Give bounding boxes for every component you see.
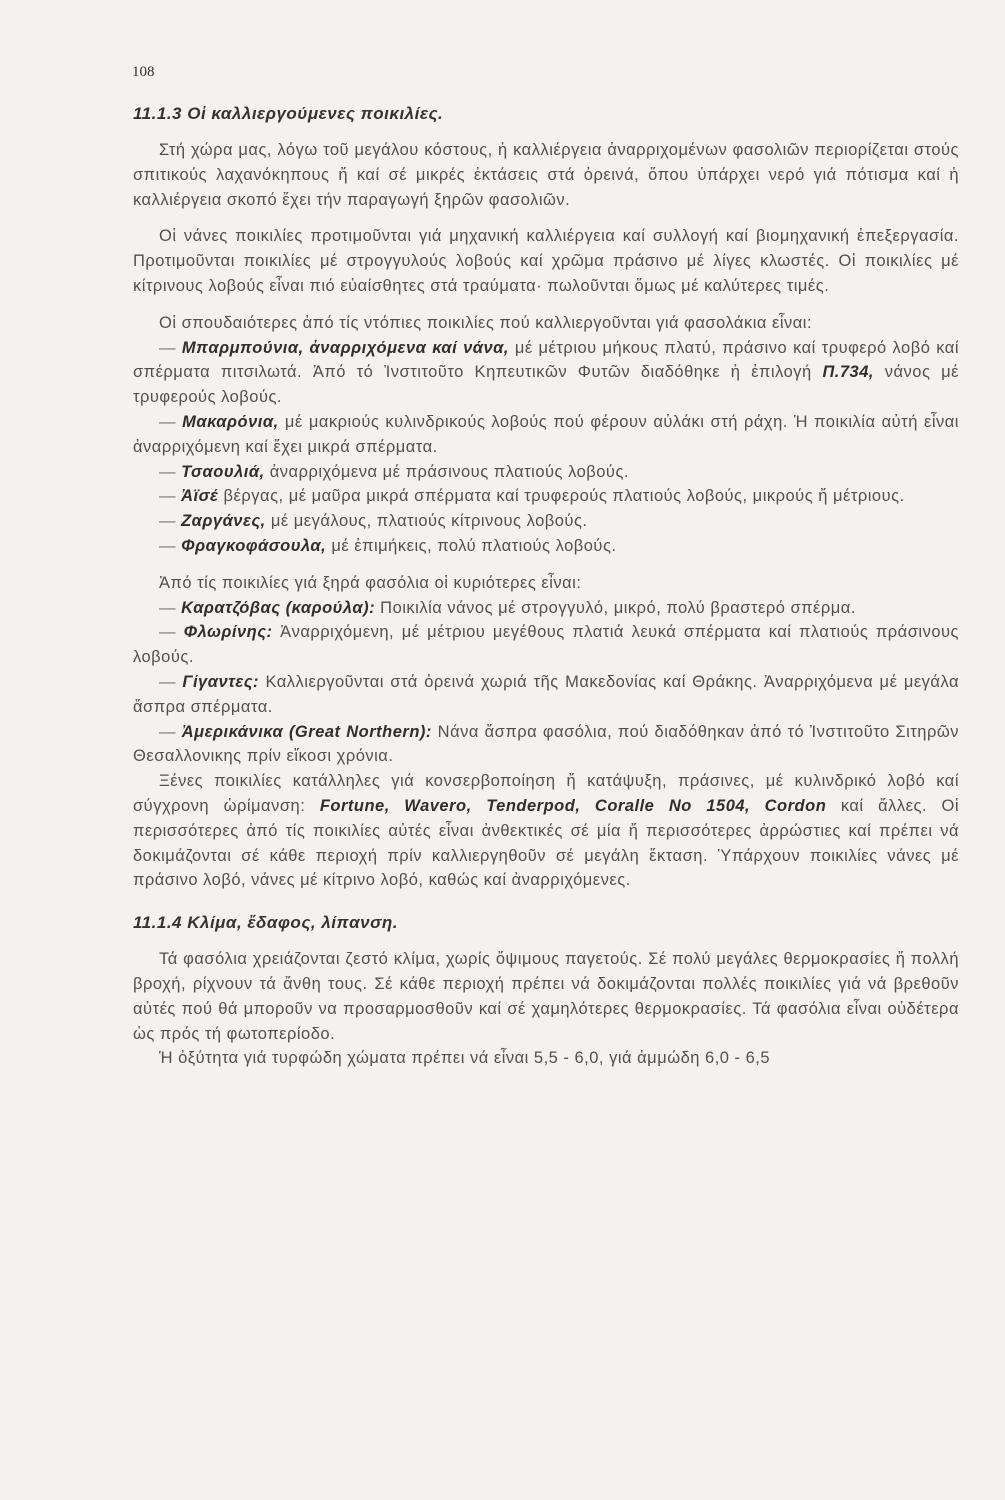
variety-name: Ἀϊσέ bbox=[181, 487, 219, 506]
variety-name: Φλωρίνης: bbox=[183, 623, 273, 642]
variety-item bbox=[133, 509, 959, 534]
list-dash: — bbox=[159, 412, 176, 431]
list-dash: — bbox=[159, 512, 176, 531]
variety-name: Ζαργάνες, bbox=[181, 512, 266, 531]
variety-item bbox=[133, 484, 959, 509]
variety-item bbox=[133, 410, 959, 460]
variety-description: Καλλιεργοῦνται στά ὀρεινά χωριά τῆς Μακεδονίας καί Θράκης. Ἀναρριχόμενα μέ μεγάλα ἄσπρα σπέρματα. bbox=[133, 672, 960, 716]
list-dash: — bbox=[159, 598, 176, 617]
variety-description: ἀναρριχόμενα μέ πράσινους πλατιούς λοβούς. bbox=[269, 462, 629, 481]
variety-item bbox=[133, 720, 959, 770]
list-dash: — bbox=[159, 672, 176, 691]
variety-name: Ἀμερικάνικα (Great Northern): bbox=[181, 722, 432, 741]
dry-varieties-block bbox=[133, 571, 959, 769]
list-dash: — bbox=[159, 462, 176, 481]
variety-selection-name: Π.734, bbox=[822, 363, 874, 382]
section-heading-cultivated-varieties: 11.1.3 Οἱ καλλιεργούμενες ποικιλίες. bbox=[133, 104, 444, 123]
variety-description: Ποικιλία νάνος μέ στρογγυλό, μικρό, πολύ βραστερό σπέρμα. bbox=[380, 598, 856, 617]
foreign-varieties-intro: Ξένες ποικιλίες κατάλληλες γιά κονσερβοποίηση ἤ κατάψυξη, πράσινες, μέ κυλινδρικό λοβό καί σύγχρονη ὡρίμανση: bbox=[133, 772, 959, 815]
list-dash: — bbox=[159, 487, 176, 506]
foreign-variety-names: Fortune, Wavero, Tenderpod, Coralle No 1504, Cordon bbox=[319, 796, 827, 815]
variety-item bbox=[133, 336, 959, 410]
variety-item bbox=[133, 534, 959, 559]
paragraph-climbing-beans: Στή χώρα μας, λόγω τοῦ μεγάλου κόστους, ἡ καλλιέργεια ἀναρριχομένων φασολιῶν περιορίζεται στούς σπιτικούς λαχανόκηπους ἤ καί σέ μικρές ἐκτάσεις στά ὀρεινά, ὅπου ὑπάρχει νερό γιά πότισμα καί ἡ καλλιέργεια σκοπό ἔχει τήν παραγωγή ξηρῶν φασολιῶν. bbox=[133, 141, 959, 209]
variety-description: βέργας, μέ μαῦρα μικρά σπέρματα καί τρυφερούς πλατιούς λοβούς, μικρούς ἤ μέτριους. bbox=[223, 487, 905, 506]
variety-description: μέ ἐπιμήκεις, πολύ πλατιούς λοβούς. bbox=[331, 536, 617, 555]
variety-name: Γίγαντες: bbox=[182, 672, 260, 691]
paragraph-soil-acidity: Ἡ ὀξύτητα γιά τυρφώδη χώματα πρέπει νά εἶναι 5,5 - 6,0, γιά ἀμμώδη 6,0 - 6,5 bbox=[159, 1049, 771, 1068]
variety-item bbox=[133, 596, 959, 621]
foreign-varieties-text: καί ἄλλες. Οἱ περισσότερες ἀπό τίς ποικιλίες αὐτές εἶναι ἀνθεκτικές σέ μία ἤ περισσότερες ἀρρώστιες καί πρέπει νά δοκιμάζονται σέ κάθε περιοχή πρίν καλλιεργηθοῦν σέ μεγάλη ἔκταση. Ὑπάρχουν ποικιλίες νάνες μέ πράσινο λοβό, νάνες μέ κίτρινο λοβό, καθώς καί ἀναρριχόμενες. bbox=[133, 796, 960, 890]
variety-description: μέ μακριούς κυλινδρικούς λοβούς πού φέρουν αὐλάκι στή ράχη. Ἡ ποικιλία αὐτή εἶναι ἀναρριχόμενη καί ἔχει μικρά σπέρματα. bbox=[133, 412, 959, 456]
variety-description: Ἀναρριχόμενη, μέ μέτριου μεγέθους πλατιά λευκά σπέρματα καί πλατιούς πράσινους λοβούς. bbox=[133, 623, 959, 667]
variety-description: μέ μέτριου μήκους πλατύ, πράσινο καί τρυφερό λοβό καί σπέρματα πιτσιλωτά. Ἀπό τό Ἰνστιτοῦτο Κηπευτικῶν Φυτῶν διαδόθηκε ἡ ἐπιλογή bbox=[133, 338, 960, 382]
page-content bbox=[133, 104, 959, 1083]
list-dash: — bbox=[159, 722, 176, 741]
variety-name: Καρατζόβας (καρούλα): bbox=[181, 598, 376, 617]
variety-item bbox=[133, 670, 959, 720]
list-dash: — bbox=[159, 536, 176, 555]
variety-name: Φραγκοφάσουλα, bbox=[181, 536, 327, 555]
variety-item bbox=[133, 460, 959, 485]
variety-description: μέ μεγάλους, πλατιούς κίτρινους λοβούς. bbox=[270, 512, 588, 531]
paragraph-climate: Τά φασόλια χρειάζονται ζεστό κλίμα, χωρίς ὄψιμους παγετούς. Σέ πολύ μεγάλες θερμοκρασίες ἤ πολλή βροχή, ρίχνουν τά ἄνθη τους. Σέ κάθε περιοχή πρέπει νά δοκιμάζονται πολλές ποικιλίες γιά νά βρεθοῦν αὐτές πού θά μποροῦν να προσαρμοσθοῦν καί σέ χαμηλότερες θερμοκρασίες. Τά φασόλια εἶναι οὐδέτερα ὡς πρός τή φωτοπερίοδο. bbox=[133, 950, 959, 1043]
green-varieties-block bbox=[133, 311, 959, 559]
variety-selection-description: νάνος μέ τρυφερούς λοβούς. bbox=[133, 363, 959, 407]
page-number: 108 bbox=[132, 64, 155, 80]
variety-item bbox=[133, 620, 959, 670]
dry-varieties-intro: Ἀπό τίς ποικιλίες γιά ξηρά φασόλια οἱ κυριότερες εἶναι: bbox=[159, 573, 582, 592]
variety-name: Τσαουλιά, bbox=[181, 462, 265, 481]
variety-name: Μπαρμπούνια, ἀναρριχόμενα καί νάνα, bbox=[181, 338, 509, 357]
variety-name: Μακαρόνια, bbox=[182, 412, 279, 431]
paragraph-foreign-varieties bbox=[133, 769, 959, 893]
list-dash: — bbox=[159, 623, 176, 642]
list-dash: — bbox=[159, 338, 176, 357]
section-heading-climate-soil: 11.1.4 Κλίμα, ἔδαφος, λίπανση. bbox=[133, 913, 398, 933]
green-varieties-intro: Οἱ σπουδαιότερες ἀπό τίς ντόπιες ποικιλίες πού καλλιεργοῦνται γιά φασολάκια εἶναι: bbox=[159, 313, 813, 332]
variety-description: Νάνα ἄσπρα φασόλια, πού διαδόθηκαν ἀπό τό Ἰνστιτοῦτο Σιτηρῶν Θεσαλλονικης πρίν εἴκοσι χρόνια. bbox=[133, 722, 959, 766]
paragraph-dwarf-varieties: Οἱ νάνες ποικιλίες προτιμοῦνται γιά μηχανική καλλιέργεια καί συλλογή καί βιομηχανική ἐπεξεργασία. Προτιμοῦνται ποικιλίες μέ στρογγυλούς λοβούς καί χρῶμα πράσινο μέ λίγες κλωστές. Οἱ ποικιλίες μέ κίτρινους λοβούς εἶναι πιό εὐαίσθητες στά τραύματα· πωλοῦνται ὅμως μέ καλύτερες τιμές. bbox=[133, 227, 959, 295]
